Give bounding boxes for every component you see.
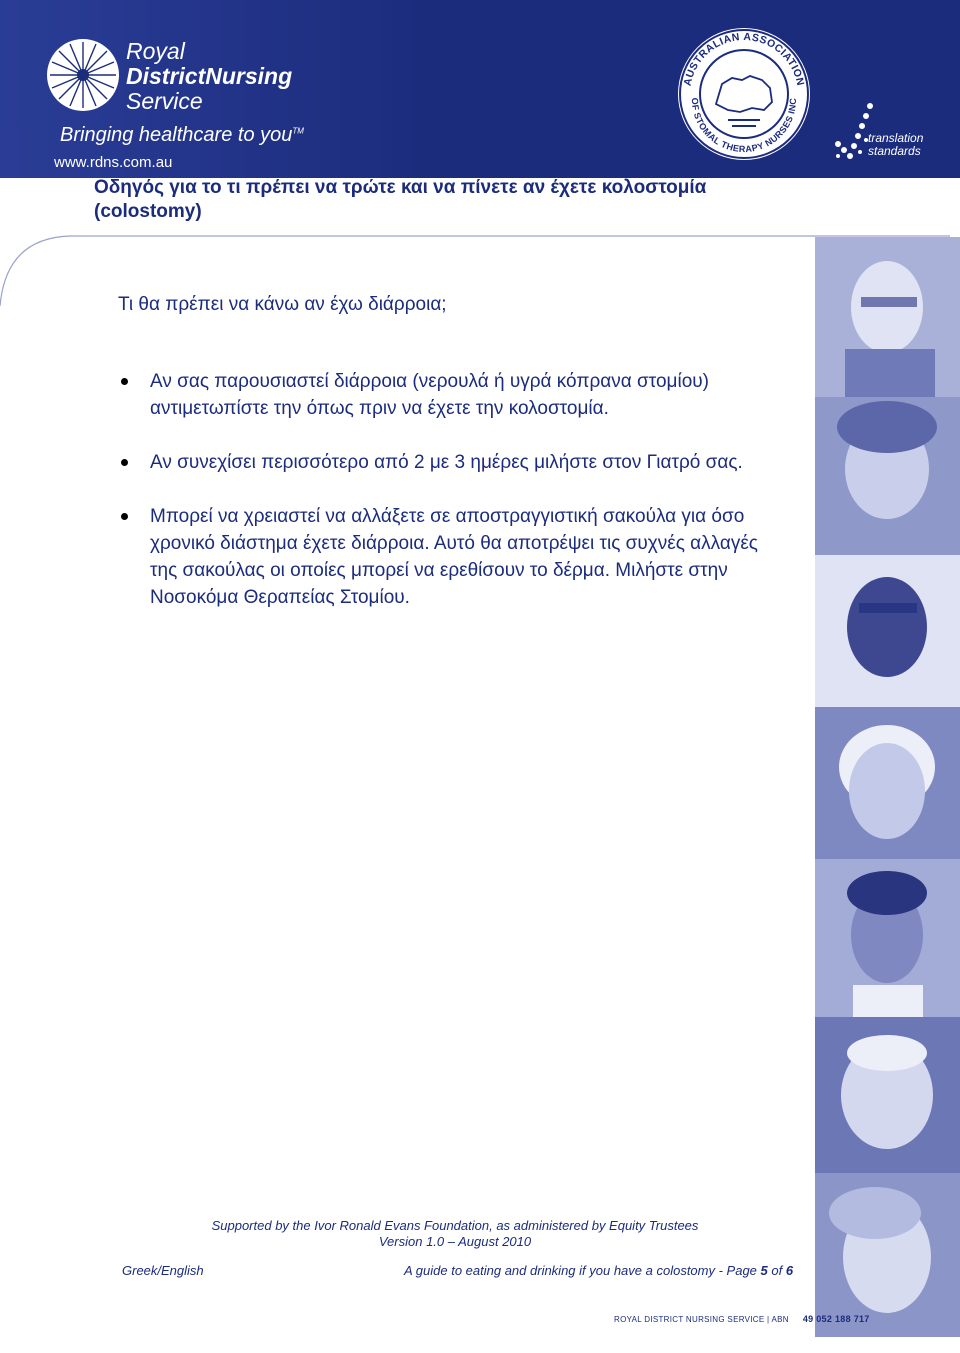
bullet-dot-icon bbox=[121, 459, 128, 466]
list-item-text: Αν συνεχίσει περισσότερο από 2 με 3 ημέρες μιλήστε στον Γιατρό σας. bbox=[150, 452, 743, 473]
portrait-photo bbox=[815, 237, 960, 399]
portrait-photo bbox=[815, 707, 960, 861]
page-number: 5 bbox=[760, 1263, 768, 1278]
support-note: Supported by the Ivor Ronald Evans Foundation, as administered by Equity Trustees bbox=[211, 1218, 699, 1233]
abn-line bbox=[614, 1314, 870, 1324]
portrait-photo bbox=[815, 859, 960, 1019]
rdns-star-logo-icon bbox=[46, 38, 120, 112]
advice-list bbox=[118, 368, 778, 611]
list-item bbox=[118, 503, 778, 611]
seal-text-bottom: OF STOMAL THERAPY NURSES INC bbox=[689, 97, 799, 155]
stomal-therapy-seal-icon bbox=[676, 26, 812, 162]
header-banner bbox=[0, 0, 960, 178]
org-line-2: DistrictNursing bbox=[126, 63, 293, 89]
page-footer bbox=[404, 1263, 793, 1278]
abn-number: 49 052 188 717 bbox=[802, 1314, 870, 1324]
version-note: Version 1.0 – August 2010 bbox=[378, 1234, 532, 1249]
tagline bbox=[60, 124, 304, 147]
portrait-photo bbox=[815, 1173, 960, 1337]
abn-label: ROYAL DISTRICT NURSING SERVICE | ABN bbox=[614, 1315, 789, 1324]
tagline-text: Bringing healthcare to you bbox=[60, 124, 293, 146]
org-line-1: Royal bbox=[126, 38, 185, 64]
translation-standards-wordmark bbox=[868, 132, 923, 158]
portrait-photo bbox=[815, 1017, 960, 1175]
portrait-photo bbox=[815, 555, 960, 709]
portrait-photo bbox=[815, 397, 960, 557]
page-of: of bbox=[767, 1263, 786, 1278]
list-item bbox=[118, 368, 778, 422]
language-label: Greek/English bbox=[122, 1263, 204, 1278]
page-total: 6 bbox=[785, 1263, 794, 1278]
org-line-3: Service bbox=[126, 88, 203, 114]
rdns-wordmark bbox=[126, 40, 292, 113]
website: www.rdns.com.au bbox=[54, 154, 173, 171]
document-title: Οδηγός για το τι πρέπει να τρώτε και να πίνετε αν έχετε κολοστομία (colostomy) bbox=[94, 177, 707, 222]
list-item-text: Μπορεί να χρειαστεί να αλλάξετε σε αποστραγγιστική σακούλα για όσο χρονικό διάστημα έχετε διάρροια. Αυτό θα αποτρέψει τις συχνές αλλαγές της σακούλας οι οποίες μπορεί να ερεθίσουν το δέρμα. Μιλήστε στην Νοσοκόμα Θεραπείας Στομίου. bbox=[150, 506, 758, 608]
portrait-column bbox=[815, 237, 960, 1337]
translation-line-1: translation bbox=[868, 131, 924, 145]
translation-line-2: standards bbox=[868, 144, 921, 158]
tagline-trademark: TM bbox=[292, 126, 304, 136]
seal-text-top: AUSTRALIAN ASSOCIATION bbox=[681, 30, 807, 88]
list-item bbox=[118, 449, 778, 476]
list-item-text: Αν σας παρουσιαστεί διάρροια (νερουλά ή υγρά κόπρανα στομίου) αντιμετωπίστε την όπως πριν να έχετε την κολοστομία. bbox=[150, 371, 709, 419]
bullet-dot-icon bbox=[121, 513, 128, 520]
section-question: Τι θα πρέπει να κάνω αν έχω διάρροια; bbox=[118, 294, 447, 315]
bullet-dot-icon bbox=[121, 378, 128, 385]
guide-text: A guide to eating and drinking if you have a colostomy - Page bbox=[404, 1263, 761, 1278]
